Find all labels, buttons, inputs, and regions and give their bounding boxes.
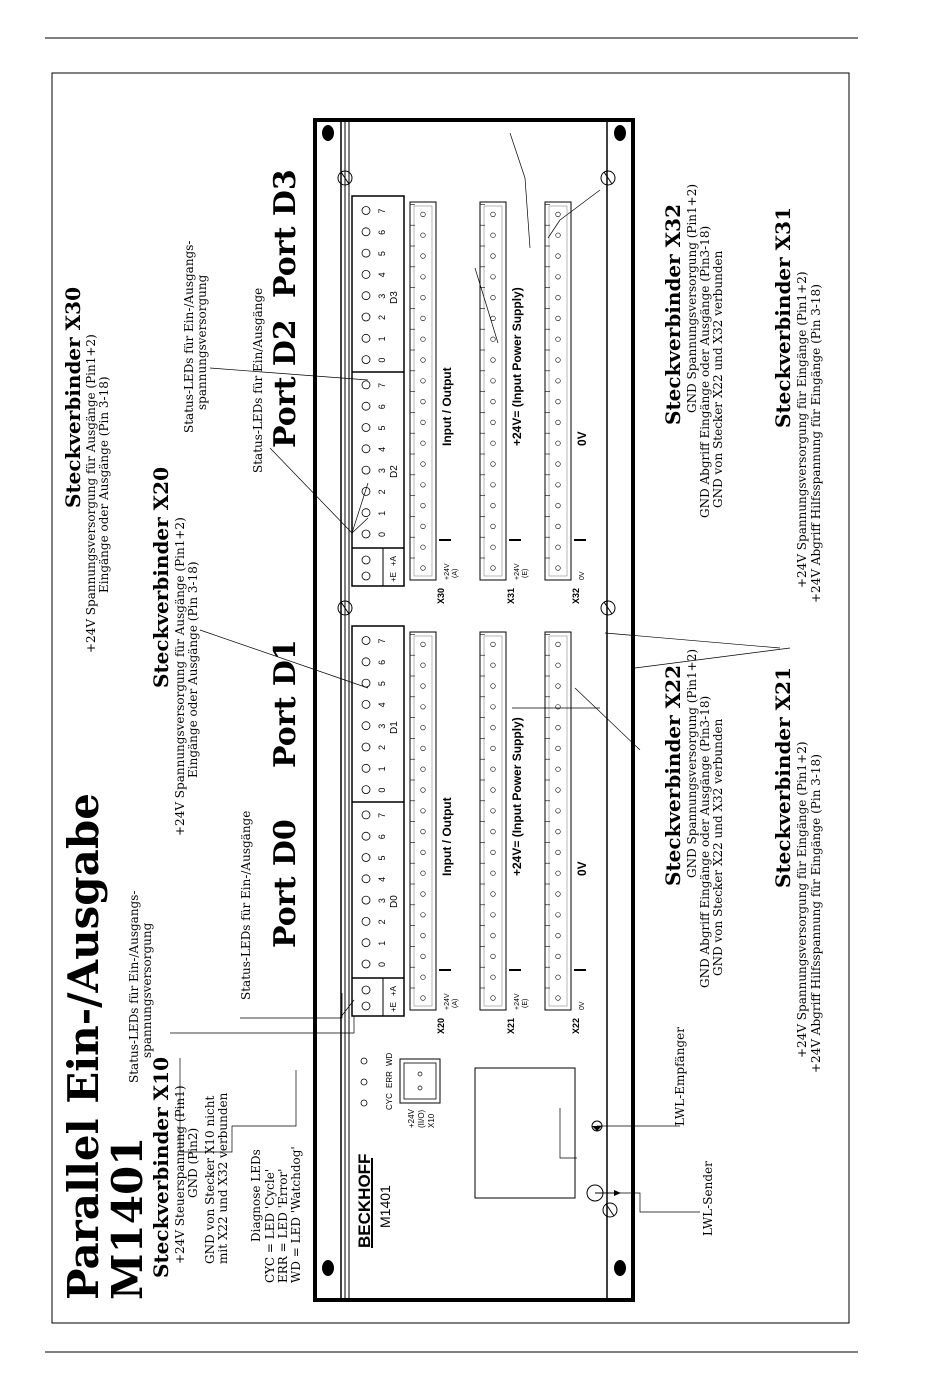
title-line1: Parallel Ein-/Ausgabe bbox=[59, 793, 108, 1300]
label-bit-left-13: 5 bbox=[377, 681, 387, 687]
label-bit-right-5: 5 bbox=[377, 425, 387, 431]
pin-label-2-x30: (A) bbox=[452, 568, 459, 578]
x32-line3: GND von Stecker X22 und X32 verbunden bbox=[711, 250, 725, 508]
label-bit-left-0: 0 bbox=[377, 961, 387, 967]
diag-heading: Diagnose LEDs bbox=[249, 1149, 263, 1242]
right-status-supply-1: Status-LEDs für Ein-/Ausgangs- bbox=[182, 240, 196, 433]
label-bit-right-9: 1 bbox=[377, 336, 387, 342]
label-bit-left-4: 4 bbox=[377, 876, 387, 882]
label-bit-right-0: 0 bbox=[377, 531, 387, 537]
strip-label-x22: 0V bbox=[575, 861, 589, 876]
left-status-io: Status-LEDs für Ein-/Ausgänge bbox=[239, 810, 253, 1000]
x32-line1: GND Spannungsversorgung (Pin1+2) bbox=[685, 183, 699, 413]
label-bit-right-7: 7 bbox=[377, 382, 387, 388]
rotated-drawing bbox=[59, 120, 823, 1300]
diag-line3: WD = LED 'Watchdog' bbox=[289, 1146, 303, 1283]
x30-line1: +24V Spannungsversorgung für Ausgänge (Pin1+2) bbox=[84, 334, 98, 653]
x22-heading: Steckverbinder X22 bbox=[661, 664, 685, 886]
x30-heading: Steckverbinder X30 bbox=[61, 286, 85, 508]
connector-label-x30: X30 bbox=[436, 587, 446, 604]
label-bit-right-6: 6 bbox=[377, 404, 387, 410]
group-label-b-left: D1 bbox=[389, 721, 400, 734]
x31-heading: Steckverbinder X31 bbox=[771, 206, 795, 428]
label-bit-left-8: 0 bbox=[377, 787, 387, 793]
group-label-b-right: D3 bbox=[389, 291, 400, 304]
mount-hole-2 bbox=[614, 1260, 626, 1276]
connector-label-x31: X31 bbox=[506, 587, 516, 604]
label-bit-left-2: 2 bbox=[377, 919, 387, 925]
x10-line1: +24V Steuerspannung (Pin1) bbox=[173, 1085, 187, 1264]
x10-line2: GND (Pin2) bbox=[186, 1127, 200, 1198]
label-wd: WD bbox=[385, 1052, 394, 1066]
label-bit-left-15: 7 bbox=[377, 638, 387, 644]
label-bit-right-13: 5 bbox=[377, 251, 387, 257]
pin-label-1-x22: 0V bbox=[579, 1001, 586, 1010]
label-bit-right-1: 1 bbox=[377, 510, 387, 516]
x32-line2: GND Abgriff Eingänge oder Ausgänge (Pin3-18) bbox=[698, 225, 712, 518]
right-status-io: Status-LEDs für Ein/Ausgänge bbox=[251, 287, 265, 473]
x20-line1: +24V Spannungsversorgung für Ausgänge (Pin1+2) bbox=[173, 517, 187, 836]
x20-heading: Steckverbinder X20 bbox=[149, 466, 173, 688]
group-label-a-right: D2 bbox=[389, 465, 400, 478]
label-bit-right-2: 2 bbox=[377, 489, 387, 495]
x22-line2: GND Abgriff Eingänge oder Ausgänge (Pin3-18) bbox=[698, 695, 712, 988]
x22-line3: GND von Stecker X22 und X32 verbunden bbox=[711, 718, 725, 976]
label-bit-right-14: 6 bbox=[377, 229, 387, 235]
left-status-supply-2: spannungsversorgung bbox=[140, 922, 154, 1058]
label-bit-right-15: 7 bbox=[377, 208, 387, 214]
pin-label-2-x20: (A) bbox=[452, 998, 459, 1008]
label-bit-left-1: 1 bbox=[377, 940, 387, 946]
port-d3: Port D3 bbox=[268, 169, 303, 298]
label-bit-left-9: 1 bbox=[377, 766, 387, 772]
label-bit-left-10: 2 bbox=[377, 744, 387, 750]
title-line2: M1401 bbox=[103, 1136, 152, 1300]
mount-hole-4 bbox=[614, 125, 626, 141]
port-d1: Port D1 bbox=[268, 639, 303, 768]
pin-label-1-x21: +24V bbox=[514, 993, 521, 1010]
strip-label-x30: Input / Output bbox=[440, 367, 454, 446]
label-plusA-left: +A bbox=[389, 985, 398, 996]
x21-line2: +24V Abgriff Hilfsspannung für Eingänge (Pin 3-18) bbox=[809, 754, 823, 1073]
port-d2: Port D2 bbox=[268, 319, 303, 448]
x10-volt-2: (II/O) bbox=[417, 1109, 426, 1128]
strip-label-x31: +24V= (Input Power Supply) bbox=[510, 287, 524, 446]
device-panel bbox=[315, 120, 633, 1300]
connector-label-x21: X21 bbox=[506, 1017, 516, 1034]
connector-label-x20: X20 bbox=[436, 1017, 446, 1034]
x31-line1: +24V Spannungsversorgung für Eingänge (Pin1+2) bbox=[795, 271, 809, 588]
port-d0: Port D0 bbox=[268, 819, 303, 948]
label-bit-left-6: 6 bbox=[377, 834, 387, 840]
lwl-empfaenger-label: LWL-Empfänger bbox=[673, 1027, 687, 1126]
x10-label: X10 bbox=[427, 1113, 436, 1128]
label-plusE-right: +E bbox=[389, 571, 398, 582]
label-bit-left-3: 3 bbox=[377, 898, 387, 904]
strip-label-x32: 0V bbox=[575, 431, 589, 446]
x21-heading: Steckverbinder X21 bbox=[771, 666, 795, 888]
label-bit-left-12: 4 bbox=[377, 702, 387, 708]
label-bit-right-11: 3 bbox=[377, 293, 387, 299]
label-err: ERR bbox=[385, 1071, 394, 1088]
x10-line4: mit X22 und X32 verbunden bbox=[216, 1092, 230, 1264]
x30-line2: Eingänge oder Ausgänge (Pin 3-18) bbox=[97, 376, 111, 593]
x10-heading: Steckverbinder X10 bbox=[149, 1056, 173, 1278]
x31-line2: +24V Abgriff Hilfsspannung für Eingänge (Pin 3-18) bbox=[809, 284, 823, 603]
lwl-sender-label: LWL-Sender bbox=[701, 1161, 715, 1236]
label-bit-right-12: 4 bbox=[377, 272, 387, 278]
diag-line2: ERR = LED 'Error' bbox=[276, 1168, 290, 1283]
left-status-supply-1: Status-LEDs für Ein-/Ausgangs- bbox=[127, 890, 141, 1083]
label-plusA-right: +A bbox=[389, 555, 398, 566]
label-cyc: CYC bbox=[385, 1093, 394, 1110]
x22-line1: GND Spannungsversorgung (Pin1+2) bbox=[685, 648, 699, 878]
label-bit-left-14: 6 bbox=[377, 659, 387, 665]
label-bit-right-8: 0 bbox=[377, 357, 387, 363]
group-label-a-left: D0 bbox=[389, 895, 400, 908]
label-plusE-left: +E bbox=[389, 1001, 398, 1012]
diag-line1: CYC = LED 'Cycle' bbox=[263, 1168, 277, 1283]
mount-hole-3 bbox=[322, 125, 334, 141]
label-bit-left-11: 3 bbox=[377, 723, 387, 729]
right-status-supply-2: spannungsversorgung bbox=[195, 274, 209, 410]
pin-label-2-x31: (E) bbox=[522, 568, 529, 578]
connector-label-x22: X22 bbox=[571, 1017, 581, 1034]
brand-label: BECKHOFF bbox=[355, 1153, 374, 1248]
label-bit-left-5: 5 bbox=[377, 855, 387, 861]
x10-line3: GND von Stecker X10 nicht bbox=[203, 1095, 217, 1264]
pin-label-2-x21: (E) bbox=[522, 998, 529, 1008]
pin-label-1-x32: 0V bbox=[579, 571, 586, 580]
label-bit-right-3: 3 bbox=[377, 468, 387, 474]
label-bit-right-10: 2 bbox=[377, 314, 387, 320]
model-label: M1401 bbox=[377, 1185, 393, 1228]
x32-heading: Steckverbinder X32 bbox=[661, 203, 685, 425]
strip-label-x21: +24V= (Input Power Supply) bbox=[510, 717, 524, 876]
pin-label-1-x31: +24V bbox=[514, 563, 521, 580]
strip-label-x20: Input / Output bbox=[440, 797, 454, 876]
pin-label-1-x20: +24V bbox=[444, 993, 451, 1010]
mount-hole-1 bbox=[322, 1260, 334, 1276]
label-bit-right-4: 4 bbox=[377, 446, 387, 452]
pin-label-1-x30: +24V bbox=[444, 563, 451, 580]
x10-volt-1: +24V bbox=[407, 1109, 416, 1128]
x21-line1: +24V Spannungsversorgung für Eingänge (Pin1+2) bbox=[795, 741, 809, 1058]
x20-line2: Eingänge oder Ausgänge (Pin 3-18) bbox=[186, 561, 200, 778]
connector-label-x32: X32 bbox=[571, 587, 581, 604]
label-bit-left-7: 7 bbox=[377, 812, 387, 818]
